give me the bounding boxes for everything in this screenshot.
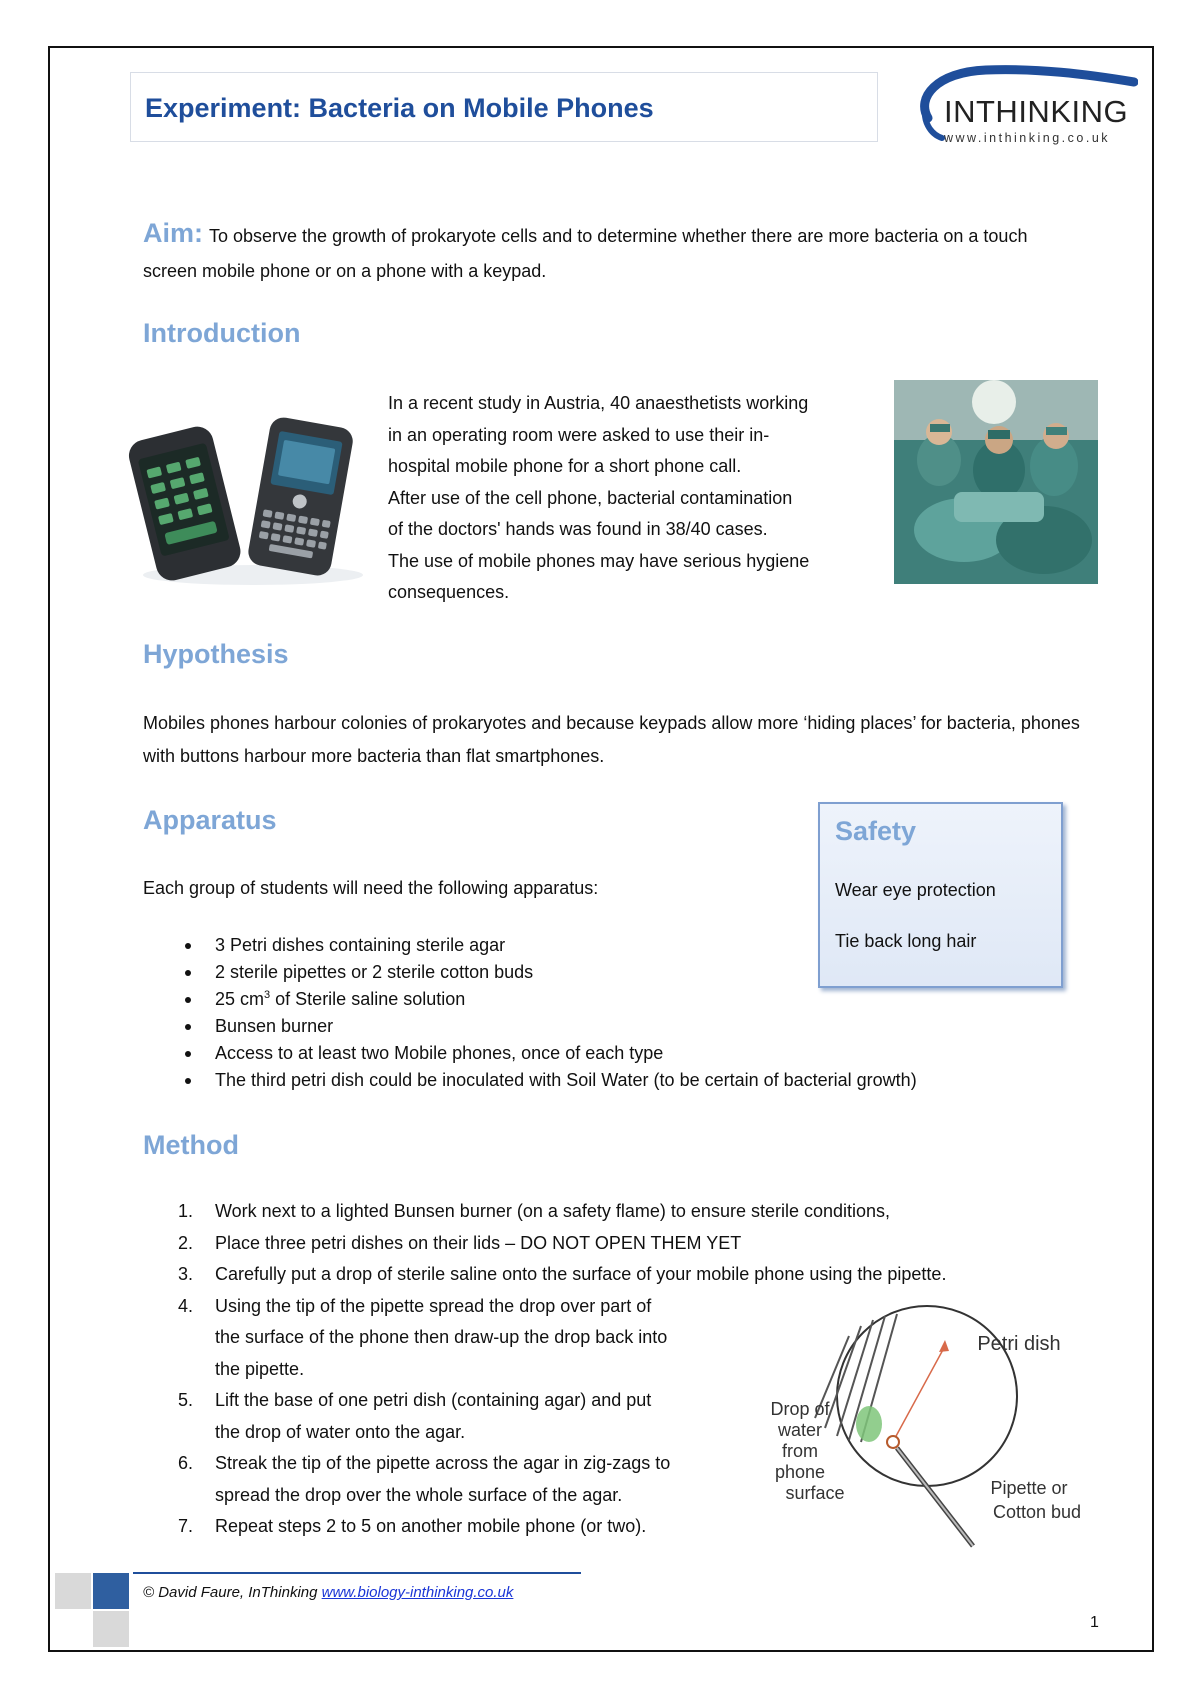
list-item: 6. Streak the tip of the pipette across the agar in zig-zags to (178, 1453, 671, 1473)
footer-rule (133, 1572, 581, 1574)
aim-text: To observe the growth of prokaryote cells and to determine whether there are more bacteria on a touch screen mobile phone or on a phone with a keypad. (143, 226, 1028, 281)
intro-line: In a recent study in Austria, 40 anaesthetists working (388, 393, 809, 413)
pipette-label: Pipette or (990, 1478, 1068, 1498)
intro-line: in an operating room were asked to use their in- (388, 424, 770, 445)
apparatus-heading: Apparatus (143, 805, 277, 835)
logo-url: www.inthinking.co.uk (944, 131, 1111, 145)
list-item: Access to at least two Mobile phones, once of each type (143, 1040, 917, 1067)
footer-link[interactable]: www.biology-inthinking.co.uk (321, 1584, 514, 1601)
safety-item: Tie back long hair (835, 931, 977, 951)
drop-label: phone (774, 1462, 826, 1482)
safety-title: Safety (835, 816, 917, 846)
list-item: 2 sterile pipettes or 2 sterile cotton buds (143, 959, 917, 986)
bullet-icon (185, 1024, 191, 1030)
list-item: the pipette. (215, 1358, 305, 1379)
page-number: 1 (1090, 1614, 1099, 1631)
title-box (130, 72, 878, 142)
aim-paragraph (143, 216, 1073, 289)
page-title: Experiment: Bacteria on Mobile Phones (145, 93, 654, 123)
method-heading: Method (143, 1130, 239, 1160)
safety-box (818, 802, 1063, 988)
drop-label: from (782, 1441, 818, 1461)
list-item: The third petri dish could be inoculated with Soil Water (to be certain of bacterial growth) (143, 1067, 917, 1094)
list-item: 3. Carefully put a drop of sterile saline onto the surface of your mobile phone using the pipette. (178, 1264, 947, 1284)
operating-room-photo (894, 380, 1098, 584)
intro-line: hospital mobile phone for a short phone call. (388, 456, 742, 476)
safety-item: Wear eye protection (835, 880, 996, 900)
list-item: the surface of the phone then draw-up the drop back into (215, 1327, 668, 1347)
inthinking-logo (906, 58, 1138, 154)
list-item: 2. Place three petri dishes on their lids – DO NOT OPEN THEM YET (178, 1232, 742, 1253)
apparatus-list (143, 932, 917, 1094)
drop-label: Drop of (770, 1399, 830, 1419)
bullet-icon (185, 1051, 191, 1057)
list-item: spread the drop over the whole surface of the agar. (215, 1484, 623, 1505)
intro-line: After use of the cell phone, bacterial contamination (388, 487, 793, 508)
list-item: Bunsen burner (143, 1013, 917, 1040)
intro-line: The use of mobile phones may have serious hygiene (388, 550, 810, 571)
intro-line: consequences. (388, 582, 510, 602)
intro-line: of the doctors' hands was found in 38/40 cases. (388, 519, 768, 539)
hypothesis-heading: Hypothesis (143, 639, 289, 669)
list-item: 3 Petri dishes containing sterile agar (143, 932, 917, 959)
introduction-heading: Introduction (143, 318, 301, 348)
drop-label: surface (785, 1483, 845, 1503)
bullet-icon (185, 943, 191, 949)
footer-decoration (55, 1573, 133, 1649)
bullet-icon (185, 1078, 191, 1084)
petri-dish-label: Petri dish (977, 1333, 1061, 1355)
pipette-label: Cotton bud (992, 1502, 1082, 1522)
footer-copyright: © David Faure, InThinking (143, 1584, 322, 1601)
list-item: the drop of water onto the agar. (215, 1421, 466, 1442)
aim-label: Aim: (143, 218, 203, 248)
bullet-icon (185, 970, 191, 976)
footer-text (143, 1584, 513, 1601)
list-item: 25 $cm^3$ of Sterile saline solution (143, 986, 917, 1013)
hypothesis-text: Mobiles phones harbour colonies of prokaryotes and because keypads allow more ‘hiding places’ for bacteria, phones with buttons harbour more bacteria than flat smartphones. (143, 713, 1080, 766)
introduction-text (388, 388, 886, 609)
apparatus-intro: Each group of students will need the following apparatus: (143, 878, 599, 898)
petri-dish-diagram (755, 1298, 1110, 1548)
bullet-icon (185, 997, 191, 1003)
list-item: 4. Using the tip of the pipette spread the drop over part of (178, 1295, 652, 1316)
mobile-phones-photo (128, 410, 366, 588)
drop-label: water (777, 1420, 823, 1440)
list-item: 1. Work next to a lighted Bunsen burner (on a safety flame) to ensure sterile conditions, (178, 1201, 891, 1221)
list-item: 7. Repeat steps 2 to 5 on another mobile phone (or two). (178, 1516, 647, 1536)
list-item: 5. Lift the base of one petri dish (containing agar) and put (178, 1390, 652, 1410)
logo-text: INTHINKING (944, 94, 1129, 129)
